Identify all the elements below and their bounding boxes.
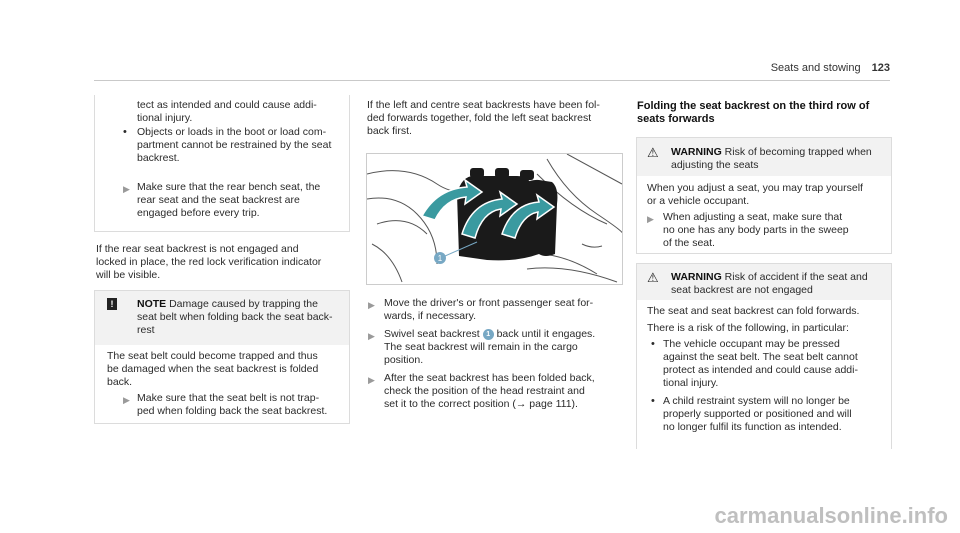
col2-intro (367, 99, 600, 138)
text-line: After the seat backrest has been folded back, (384, 372, 595, 384)
warning-box-1 (636, 137, 892, 254)
text-line: seat backrest are not engaged (671, 284, 813, 296)
callout-number: 1 (437, 254, 443, 263)
seat-illustration (366, 153, 623, 285)
note-body (107, 350, 318, 389)
note-title (137, 298, 333, 337)
bullet-text (137, 126, 331, 165)
warning-label: WARNING (671, 271, 722, 283)
step1-text (384, 297, 593, 323)
warning2-body2: There is a risk of the following, in particular: (647, 322, 849, 334)
action-arrow-icon: ▶ (368, 300, 375, 310)
text-line: tional injury. (137, 112, 193, 124)
warning-triangle-icon: ⚠ (647, 270, 659, 285)
action-arrow-icon: ▶ (123, 184, 130, 194)
action-arrow-icon: ▶ (368, 331, 375, 341)
text-line: Damage caused by trapping the (169, 298, 318, 310)
action-arrow-icon: ▶ (368, 375, 375, 385)
text-line: The vehicle occupant may be pressed (663, 338, 840, 350)
warning-box-2 (636, 263, 892, 449)
text-line: back first. (367, 125, 412, 137)
text-line: ded forwards together, fold the left seat backrest (367, 112, 592, 124)
text-line: The seat belt could become trapped and thus (107, 350, 318, 362)
text-line: back. (107, 376, 133, 388)
watermark: carmanualsonline.info (714, 503, 948, 528)
action-text (137, 181, 320, 220)
warning-continued-box (94, 95, 350, 232)
page-number: 123 (871, 62, 890, 74)
seat-drawing (367, 154, 622, 284)
text-line: against the seat belt. The seat belt cannot (663, 351, 858, 363)
text-line: be damaged when the seat backrest is folded (107, 363, 319, 375)
text-line: check the position of the head restraint and (384, 385, 585, 397)
text-line: When you adjust a seat, you may trap yourself (647, 182, 863, 194)
text-line: no longer fulfil its function as intended. (663, 421, 842, 433)
warning1-action (663, 211, 849, 250)
note-action (137, 392, 327, 418)
box1-text (137, 99, 317, 125)
text-line: set it to the correct position (→ page 111). (384, 398, 578, 410)
step3-text (384, 372, 595, 411)
text-line: adjusting the seats (671, 159, 759, 171)
text-line: tect as intended and could cause addi- (137, 99, 317, 111)
text-line: or a vehicle occupant. (647, 195, 750, 207)
warning1-body (647, 182, 863, 208)
text-line: ped when folding back the seat backrest. (137, 405, 328, 417)
warning1-title (671, 146, 872, 172)
action-arrow-icon: ▶ (123, 395, 130, 405)
text-line: Make sure that the rear bench seat, the (137, 181, 321, 193)
bullet-icon: • (651, 338, 655, 350)
text-line: position. (384, 354, 424, 366)
text-line: tional injury. (663, 377, 719, 389)
callout-number-icon: 1 (483, 329, 494, 340)
text-line: When adjusting a seat, make sure that (663, 211, 843, 223)
warning2-bullet2 (663, 395, 852, 434)
text-line: Swivel seat backrest (384, 328, 480, 340)
note-box (94, 290, 350, 424)
text-line: locked in place, the red lock verification indicator (96, 256, 322, 268)
text-line: properly supported or positioned and will (663, 408, 852, 420)
text-line: seat belt when folding back the seat back- (137, 311, 333, 323)
step2-text (384, 328, 595, 367)
text-line: partment cannot be restrained by the seat (137, 139, 332, 151)
text-line: rear seat and the seat backrest are (137, 194, 300, 206)
warning-label: WARNING (671, 146, 722, 158)
text-line: back until it engages. (496, 328, 596, 340)
action-arrow-icon: ▶ (647, 214, 654, 224)
text-line: will be visible. (96, 269, 161, 281)
text-line: If the left and centre seat backrests have been fol- (367, 99, 600, 111)
heading-line: Folding the seat backrest on the third row of (637, 100, 870, 112)
header-title: Seats and stowing (770, 62, 861, 74)
section-heading (637, 100, 869, 126)
header-rule (94, 80, 890, 81)
text-line: Risk of becoming trapped when (724, 146, 872, 158)
text-line: backrest. (137, 152, 180, 164)
text-line: Move the driver's or front passenger seat for- (384, 297, 594, 309)
text-line: A child restraint system will no longer be (663, 395, 850, 407)
text-line: of the seat. (663, 237, 715, 249)
text-line: protect as intended and could cause addi- (663, 364, 858, 376)
text-line: rest (137, 324, 155, 336)
warning2-body1: The seat and seat backrest can fold forwards. (647, 305, 860, 317)
bullet-icon: • (123, 126, 127, 138)
warning-triangle-icon: ⚠ (647, 145, 659, 160)
note-label: NOTE (137, 298, 167, 310)
text-line: Make sure that the seat belt is not trap- (137, 392, 320, 404)
text-line: wards, if necessary. (384, 310, 477, 322)
heading-line: seats forwards (637, 113, 715, 125)
text-line: Risk of accident if the seat and (724, 271, 868, 283)
warning2-bullet1 (663, 338, 858, 390)
running-header (771, 62, 890, 74)
note-icon: ! (107, 298, 117, 310)
lock-indicator-paragraph (96, 243, 321, 282)
warning2-title (671, 271, 868, 297)
text-line: The seat backrest will remain in the cargo (384, 341, 578, 353)
text-line: Objects or loads in the boot or load com- (137, 126, 327, 138)
text-line: If the rear seat backrest is not engaged and (96, 243, 299, 255)
text-line: engaged before every trip. (137, 207, 260, 219)
text-line: no one has any body parts in the sweep (663, 224, 849, 236)
bullet-icon: • (651, 395, 655, 407)
